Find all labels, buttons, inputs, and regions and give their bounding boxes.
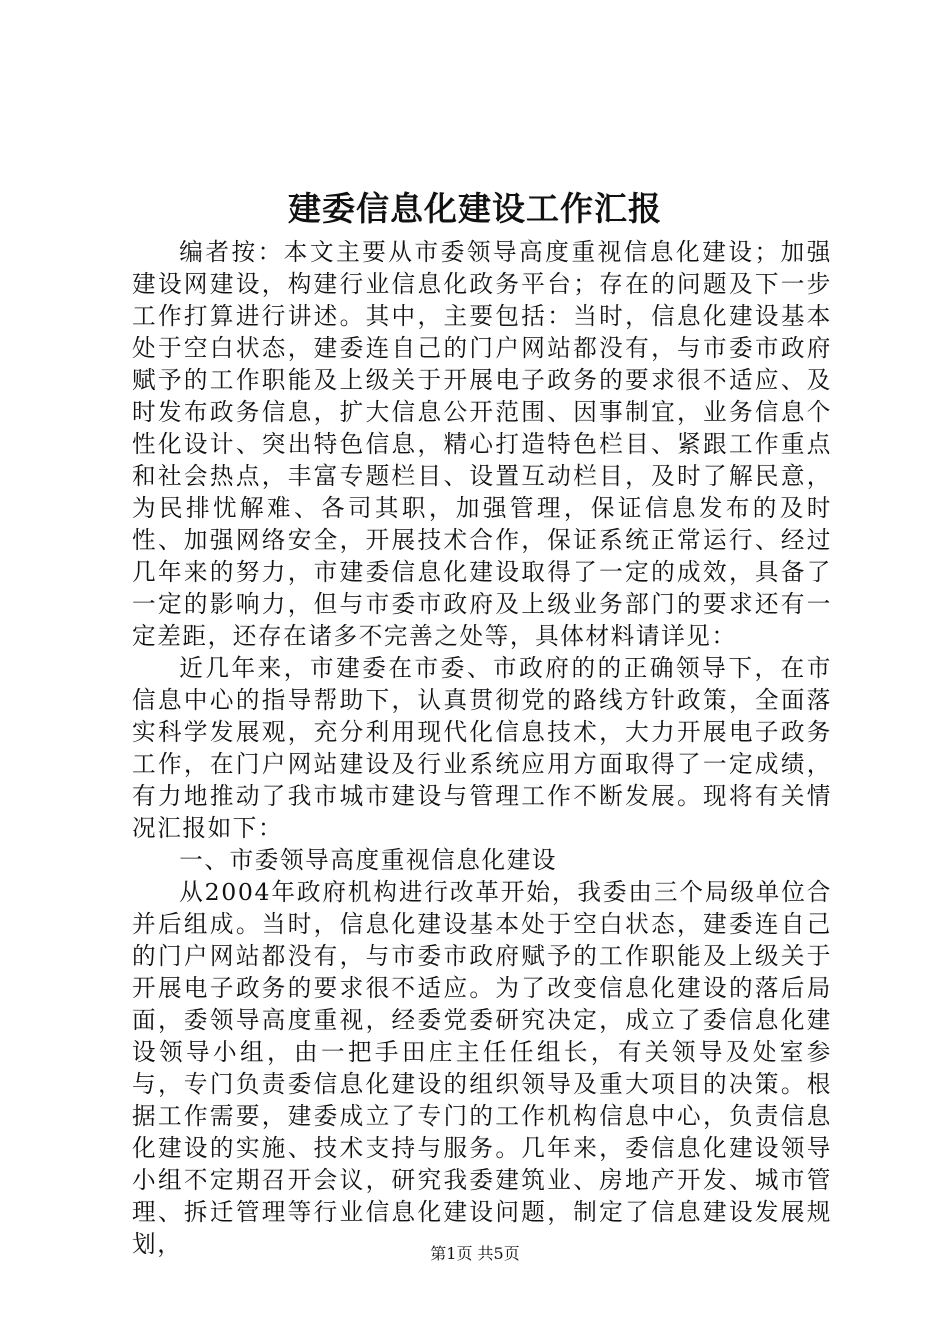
- paragraph-editor-note: 编者按：本文主要从市委领导高度重视信息化建设；加强建设网建设，构建行业信息化政务平台；存在的问题及下一步工作打算进行讲述。其中，主要包括：当时，信息化建设基本处于空白状态，建委连自己的门户网站都没有，与市委市政府赋予的工作职能及上级关于开展电子政务的要求很不适应、及时发布政务信息，扩大信息公开范围、因事制宜，业务信息个性化设计、突出特色信息，精心打造特色栏目、紧跟工作重点和社会热点，丰富专题栏目、设置互动栏目，及时了解民意，为民排忧解难、各司其职，加强管理，保证信息发布的及时性、加强网络安全，开展技术合作，保证系统正常运行、经过几年来的努力，市建委信息化建设取得了一定的成效，具备了一定的影响力，但与市委市政府及上级业务部门的要求还有一定差距，还存在诸多不完善之处等，具体材料请详见：: [132, 238, 832, 650]
- page-title: 建委信息化建设工作汇报: [288, 189, 662, 228]
- section-heading-1: 一、市委领导高度重视信息化建设: [179, 846, 558, 874]
- page-number-footer: 第1页 共5页: [430, 1244, 520, 1263]
- paragraph-section-1: 从2004年政府机构进行改革开始，我委由三个局级单位合并后组成。当时，信息化建设基本处于空白状态，建委连自己的门户网站都没有，与市委市政府赋予的工作职能及上级关于开展电子政务的要求很不适应。为了改变信息化建设的落后局面，委领导高度重视，经委党委研究决定，成立了委信息化建设领导小组，由一把手田庄主任任组长，有关领导及处室参与，专门负责委信息化建设的组织领导及重大项目的决策。根据工作需要，建委成立了专门的工作机构信息中心，负责信息化建设的实施、技术支持与服务。几年来，委信息化建设领导小组不定期召开会议，研究我委建筑业、房地产开发、城市管理、拆迁管理等行业信息化建设问题，制定了信息建设发展规划，: [132, 878, 832, 1258]
- paragraph-intro: 近几年来，市建委在市委、市政府的的正确领导下，在市信息中心的指导帮助下，认真贯彻党的路线方针政策，全面落实科学发展观，充分利用现代化信息技术，大力开展电子政务工作，在门户网站建设及行业系统应用方面取得了一定成绩，有力地推动了我市城市建设与管理工作不断发展。现将有关情况汇报如下：: [132, 654, 832, 842]
- document-body: [132, 236, 832, 1260]
